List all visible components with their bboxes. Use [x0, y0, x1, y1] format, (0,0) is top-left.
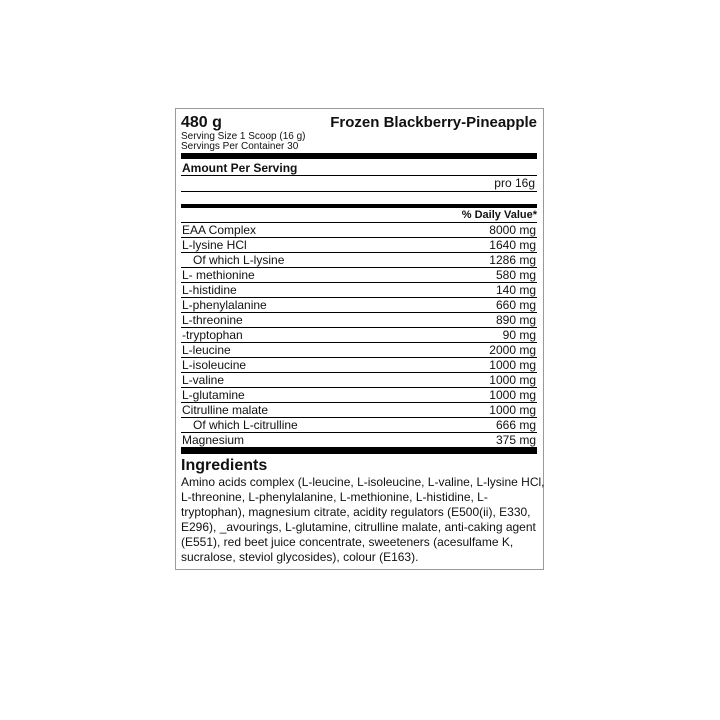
label-header: [181, 114, 537, 132]
nutrient-value: 8000 mg: [489, 223, 536, 237]
nutrient-row: [181, 418, 537, 433]
nutrient-row: [181, 433, 537, 448]
net-weight: 480 g: [181, 114, 222, 131]
nutrient-value: 140 mg: [495, 283, 536, 297]
daily-value-header: % Daily Value*: [181, 208, 537, 223]
nutrient-value: 1000 mg: [489, 358, 536, 372]
nutrient-row: [181, 223, 537, 238]
nutrition-label-content: [181, 114, 545, 565]
nutrient-row: [181, 373, 537, 388]
nutrient-row: [181, 238, 537, 253]
nutrient-value: 1000 mg: [489, 403, 536, 417]
nutrient-value: 1000 mg: [489, 388, 536, 402]
spacer: [181, 192, 537, 204]
per-serving-label: pro 16g: [181, 176, 537, 192]
nutrient-name: L-leucine: [182, 343, 231, 357]
nutrient-name: L-isoleucine: [182, 358, 247, 372]
nutrient-name: L-glutamine: [182, 388, 245, 402]
nutrient-name: L- methionine: [182, 268, 255, 282]
nutrient-row: [181, 283, 537, 298]
flavor-name: Frozen Blackberry-Pineapple: [330, 114, 537, 131]
nutrient-row: [181, 298, 537, 313]
nutrient-row: [181, 253, 537, 268]
nutrient-name: -tryptophan: [182, 328, 243, 342]
nutrient-value: 1640 mg: [489, 238, 536, 252]
nutrient-name: Magnesium: [182, 433, 245, 447]
nutrient-value: 375 mg: [495, 433, 536, 447]
thick-divider: [181, 153, 537, 159]
nutrient-row: [181, 403, 537, 418]
servings-per-container: Servings Per Container 30: [181, 141, 299, 152]
nutrient-value: 580 mg: [495, 268, 536, 282]
nutrient-row: [181, 343, 537, 358]
nutrient-row: [181, 328, 537, 343]
nutrient-name: Of which L-lysine: [193, 253, 285, 267]
nutrient-name: L-phenylalanine: [182, 298, 267, 312]
nutrient-row: [181, 358, 537, 373]
amount-per-serving: Amount Per Serving: [182, 161, 298, 175]
nutrient-value: 666 mg: [495, 418, 536, 432]
nutrient-row: [181, 268, 537, 283]
nutrient-value: 890 mg: [495, 313, 536, 327]
nutrient-name: Citrulline malate: [182, 403, 269, 417]
nutrient-value: 1286 mg: [489, 253, 536, 267]
nutrient-value: 660 mg: [495, 298, 536, 312]
nutrient-name: L-valine: [182, 373, 225, 387]
nutrient-row: [181, 313, 537, 328]
nutrient-value: 90 mg: [502, 328, 536, 342]
nutrient-value: 2000 mg: [489, 343, 536, 357]
nutrient-name: L-histidine: [182, 283, 237, 297]
nutrition-label: [175, 108, 544, 570]
nutrient-name: L-lysine HCl: [182, 238, 247, 252]
ingredients-text: Amino acids complex (L-leucine, L-isoleucine, L-valine, L-lysine HCl, L-threonine, L-phenylalanine, L-methionine, L-histidine, L-tryptophan), magnesium citrate, acidity regulators (E500(ii), E330, E296), _avourings, L-glutamine, citrulline malate, anti-caking agent (E551), red beet juice concentrate, sweeteners (acesulfame K, sucralose, steviol glycosides), colour (E163).: [181, 475, 545, 564]
ingredients-title: Ingredients: [181, 457, 268, 474]
nutrient-name: L-threonine: [182, 313, 243, 327]
serving-size: Serving Size 1 Scoop (16 g): [181, 131, 306, 142]
thick-divider: [181, 448, 537, 454]
nutrient-name: Of which L-citrulline: [193, 418, 298, 432]
nutrient-table: [181, 223, 537, 448]
nutrient-row: [181, 388, 537, 403]
nutrient-value: 1000 mg: [489, 373, 536, 387]
nutrient-name: EAA Complex: [182, 223, 257, 237]
